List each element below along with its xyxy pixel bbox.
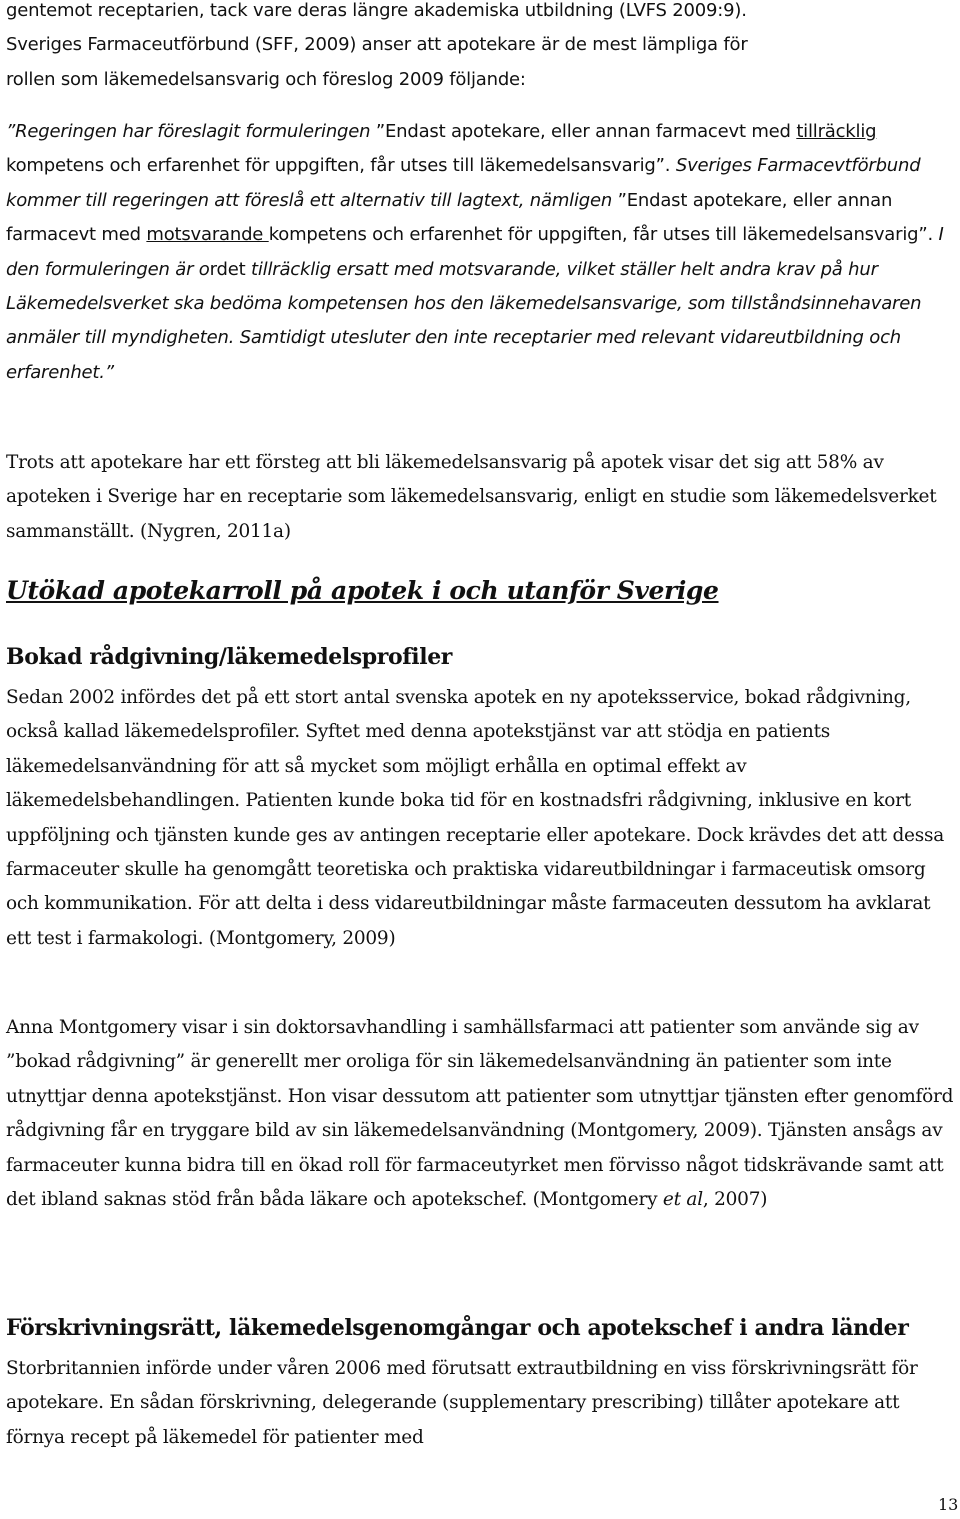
intro-line-3: rollen som läkemedelsansvarig och föreslog 2009 följande: bbox=[6, 68, 526, 90]
paragraph-bokad-radgivning: Sedan 2002 infördes det på ett stort antal svenska apotek en ny apoteksservice, bokad rådgivning, också kallad läkemedelsprofiler. Syftet med denna apotekstjänst var att stödja en patients läkemedelsanvändning för att så mycket som möjligt erhålla en optimal effekt av läkemedelsbehandlingen. Patienten kunde boka tid för en kostnadsfri rådgivning, inklusive en kort uppföljning och tjänsten kunde ges av antingen receptarie eller apotekare. Dock krävdes det att dessa farmaceuter skulle ha genomgått teoretiska och praktiska vidareutbildningar i farmaceutisk omsorg och kommunikation. För att delta i dess vidareutbildningar måste farmaceuten dessutom ha avklarat ett test i farmakologi. (Montgomery, 2009) bbox=[6, 687, 945, 949]
page-number: 13 bbox=[938, 1495, 959, 1514]
et-al: et al bbox=[662, 1189, 703, 1211]
subheading-forskrivningsratt: Förskrivningsrätt, läkemedelsgenomgångar och apotekschef i andra länder bbox=[6, 1315, 909, 1341]
underlined-word-tillracklig: tillräcklig bbox=[796, 121, 877, 142]
subheading-bokad-radgivning: Bokad rådgivning/läkemedelsprofiler bbox=[6, 644, 452, 670]
quote-paragraph bbox=[6, 115, 956, 390]
paragraph-storbritannien: Storbritannien införde under våren 2006 med förutsatt extrautbildning en viss förskrivningsrätt för apotekare. En sådan förskrivning, delegerande (supplementary prescribing) tillåter apotekare att förnya recept på läkemedel för patienter med bbox=[6, 1358, 918, 1448]
intro-line-2: Sveriges Farmaceutförbund (SFF, 2009) anser att apotekare är de mest lämpliga för bbox=[6, 34, 748, 56]
quote-first-proposal: ”Endast apotekare, eller annan farmacevt med bbox=[375, 121, 791, 142]
section-heading: Utökad apotekarroll på apotek i och utanför Sverige bbox=[6, 576, 719, 605]
quote-commentary-ordet: rdet bbox=[209, 258, 251, 280]
quote-first-proposal-end: kompetens och erfarenhet för uppgiften, får utses till läkemedelsansvarig”. bbox=[6, 155, 671, 177]
quote-commentary-start: I den formuleringen är o bbox=[6, 224, 944, 280]
quote-commentary: tillräcklig ersatt med motsvarande, vilket ställer helt andra krav på hur Läkemedelsverket ska bedöma kompetensen hos den läkemedelsansvarige, som tillståndsinnehavaren anmäler till myndigheten. Samtidigt utesluter den inte receptarier med relevant vidareutbildning och erfarenhet.” bbox=[6, 258, 922, 383]
quote-second-proposal: ”Endast apotekare, eller annan farmacevt med bbox=[6, 189, 893, 246]
paragraph-montgomery bbox=[6, 1011, 956, 1217]
intro-paragraph bbox=[6, 0, 956, 97]
intro-line-1: gentemot receptarien, tack vare deras längre akademiska utbildning (LVFS 2009:9). bbox=[6, 0, 747, 21]
quote-second-proposal-end: kompetens och erfarenhet för uppgiften, får utses till läkemedelsansvarig”. bbox=[268, 224, 939, 246]
quote-intro: ”Regeringen har föreslagit formuleringen bbox=[6, 121, 376, 142]
underlined-word-motsvarande: motsvarande bbox=[146, 224, 269, 246]
paragraph-nygren: Trots att apotekare har ett försteg att bli läkemedelsansvarig på apotek visar det sig att 58% av apoteken i Sverige har en receptarie som läkemedelsansvarig, enligt en studie som läkemedelsverket sammanställt. (Nygren, 2011a) bbox=[6, 452, 937, 542]
quote-alternative-intro: Sveriges Farmacevtförbund kommer till regeringen att föreslå ett alternativ till lagtext, nämligen bbox=[6, 155, 921, 211]
montgomery-text: Anna Montgomery visar i sin doktorsavhandling i samhällsfarmaci att patienter som använde sig av ”bokad rådgivning” är generellt mer oroliga för sin läkemedelsanvändning än patienter som inte utnyttjar denna apotekstjänst. Hon visar dessutom att patienter som utnyttjar tjänsten efter genomförd rådgivning får en tryggare bild av sin läkemedelsanvändning (Montgomery, 2009). Tjänsten ansågs av farmaceuter kunna bidra till en ökad roll för farmaceutyrket men förvisso något tidskrävande samt att det ibland saknas stöd från båda läkare och apotekschef. (Montgomery bbox=[6, 1017, 954, 1211]
montgomery-citation-end: , 2007) bbox=[702, 1189, 768, 1211]
